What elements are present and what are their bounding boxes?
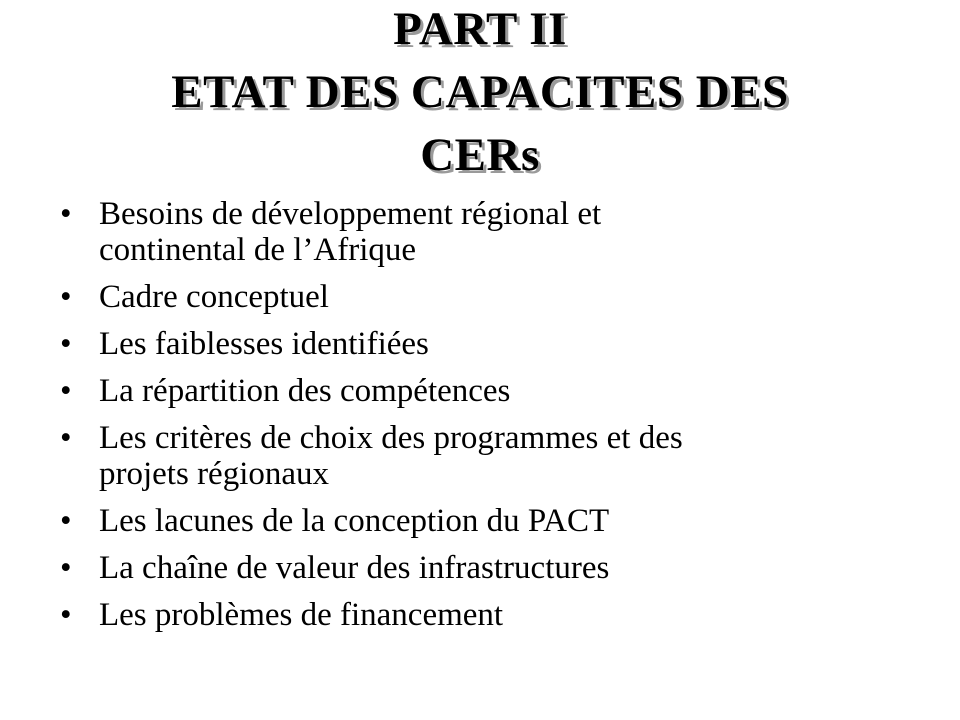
bullet-item	[60, 279, 920, 315]
bullet-text-line: Les critères de choix des programmes et des	[99, 420, 683, 456]
bullet-text-line: Cadre conceptuel	[99, 279, 329, 315]
bullet-text-line: Besoins de développement régional et	[99, 196, 602, 232]
bullet-icon: •	[60, 597, 72, 633]
title-line-heading: ETAT DES CAPACITES DES	[171, 66, 789, 118]
bullet-text-line: continental de l’Afrique	[99, 232, 417, 268]
slide-title	[60, 0, 900, 187]
bullet-icon: •	[60, 326, 72, 362]
title-line-part: PART II	[393, 3, 567, 55]
bullet-item	[60, 326, 920, 362]
bullet-text-line: La chaîne de valeur des infrastructures	[99, 550, 610, 586]
bullet-icon: •	[60, 503, 72, 539]
bullet-icon: •	[60, 279, 72, 315]
bullet-item	[60, 373, 920, 409]
title-line-subject: CERs	[420, 129, 540, 181]
bullet-icon: •	[60, 196, 72, 232]
bullet-item	[60, 550, 920, 586]
bullet-item	[60, 196, 920, 268]
bullet-list	[60, 196, 920, 644]
bullet-item	[60, 420, 920, 492]
bullet-text-line: Les problèmes de financement	[99, 597, 504, 633]
bullet-text-line: La répartition des compétences	[99, 373, 511, 409]
bullet-text-line: Les faiblesses identifiées	[99, 326, 429, 362]
bullet-text-line: projets régionaux	[99, 456, 330, 492]
bullet-item	[60, 503, 920, 539]
bullet-icon: •	[60, 373, 72, 409]
bullet-icon: •	[60, 420, 72, 456]
bullet-item	[60, 597, 920, 633]
bullet-text-line: Les lacunes de la conception du PACT	[99, 503, 610, 539]
bullet-icon: •	[60, 550, 72, 586]
